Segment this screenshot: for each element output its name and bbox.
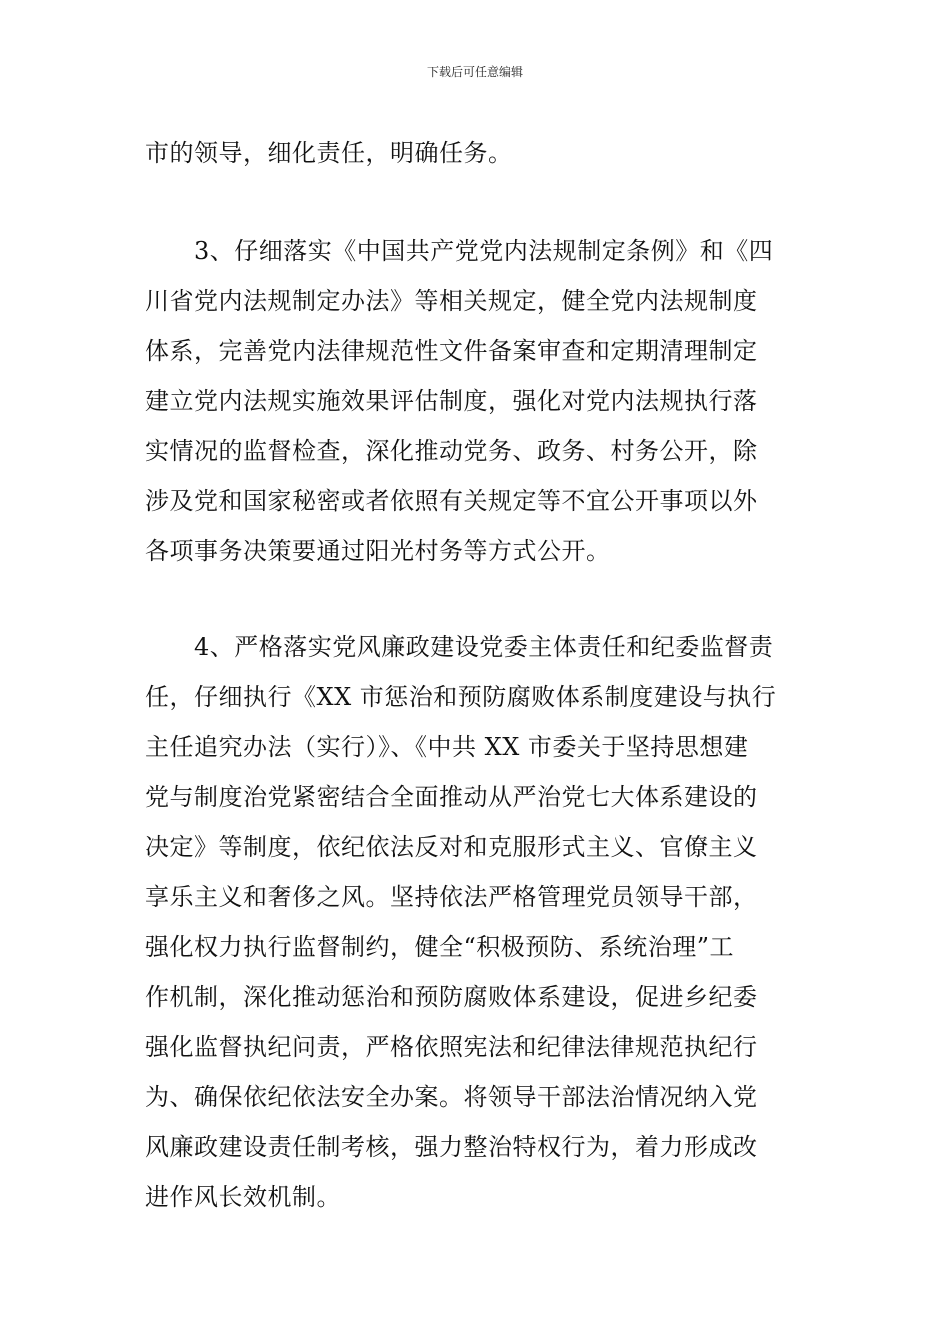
paragraph-line: 享乐主义和奢侈之风。坚持依法严格管理党员领导干部， [145,883,758,911]
paragraph-line: 3、仔细落实《中国共产党党内法规制定条例》和《四 [145,237,774,265]
paragraph-line: 涉及党和国家秘密或者依照有关规定等不宜公开事项以外 [145,487,758,515]
paragraph-line: 川省党内法规制定办法》等相关规定，健全党内法规制度 [145,287,758,315]
paragraph-line: 建立党内法规实施效果评估制度，强化对党内法规执行落 [145,387,758,415]
paragraph-line: 4、严格落实党风廉政建设党委主体责任和纪委监督责 [145,633,774,661]
paragraph-line: 强化权力执行监督制约，健全“积极预防、系统治理”工 [145,933,735,961]
paragraph-line: 风廉政建设责任制考核，强力整治特权行为，着力形成改 [145,1133,758,1161]
paragraph-line: 作机制，深化推动惩治和预防腐败体系建设，促进乡纪委 [145,983,758,1011]
paragraph-line: 各项事务决策要通过阳光村务等方式公开。 [145,537,611,565]
paragraph-line: 强化监督执纪问责，严格依照宪法和纪律法律规范执纪行 [145,1033,758,1061]
paragraph-line: 为、确保依纪依法安全办案。将领导干部法治情况纳入党 [145,1083,758,1111]
paragraph-line: 实情况的监督检查，深化推动党务、政务、村务公开，除 [145,437,758,465]
paragraph-line: 进作风长效机制。 [145,1183,341,1211]
paragraph-line: 党与制度治党紧密结合全面推动从严治党七大体系建设的 [145,783,758,811]
paragraph-line: 主任追究办法（实行）》、《中共 XX 市委关于坚持思想建 [145,733,749,761]
page-header: 下载后可任意编辑 [426,65,523,79]
paragraph-line: 任，仔细执行《XX 市惩治和预防腐败体系制度建设与执行 [145,683,777,711]
paragraph-line: 决定》等制度，依纪依法反对和克服形式主义、官僚主义 [145,833,758,861]
paragraph-line: 市的领导，细化责任，明确任务。 [145,139,513,167]
paragraph-line: 体系，完善党内法律规范性文件备案审查和定期清理制定 [145,337,758,365]
